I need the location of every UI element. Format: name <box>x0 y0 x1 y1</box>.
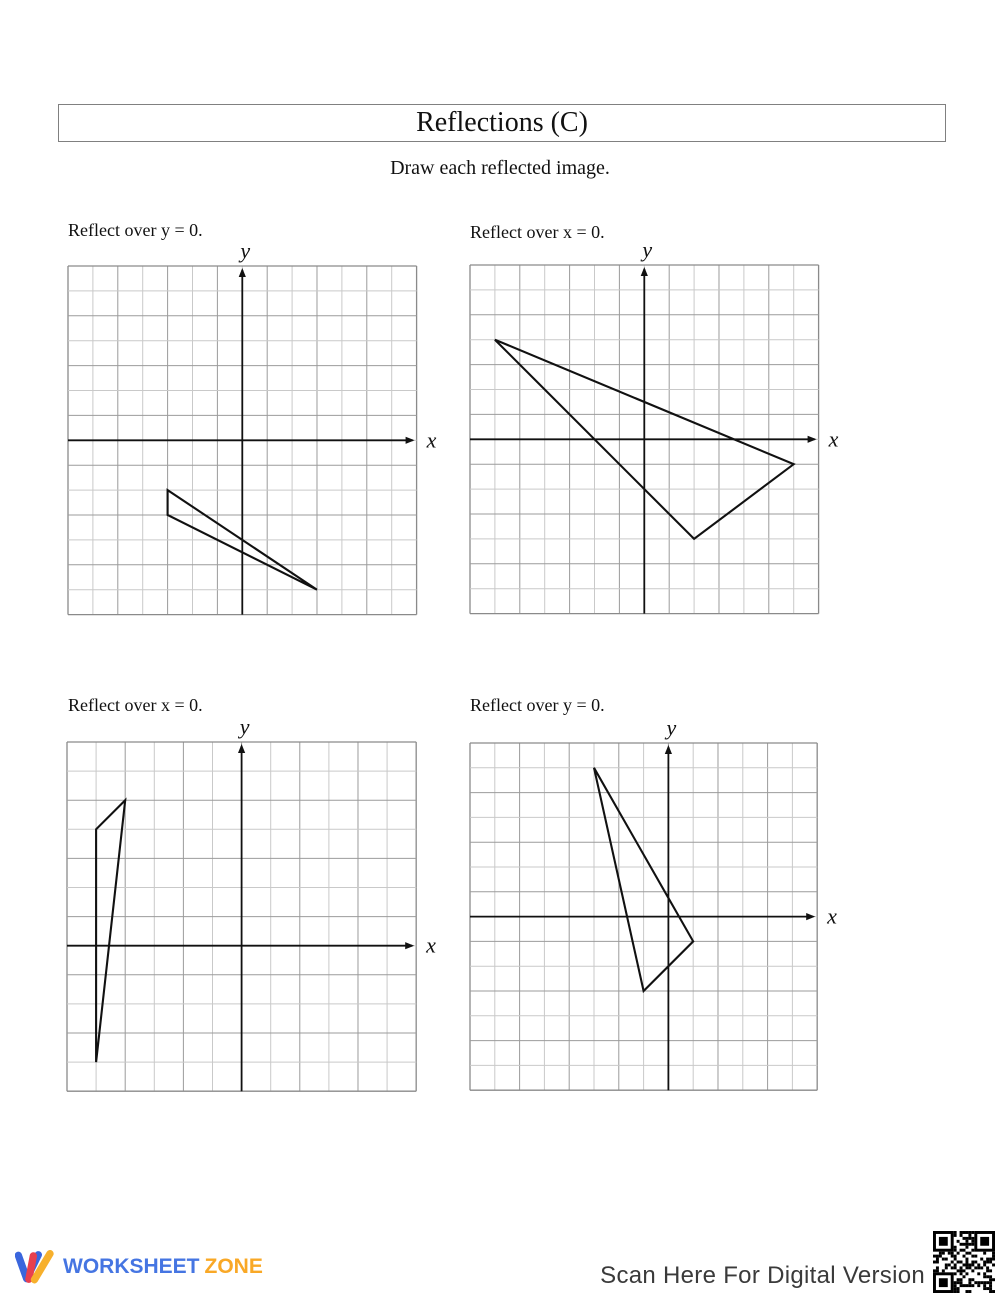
brand-name-zone: ZONE <box>204 1255 263 1278</box>
x-axis <box>67 942 414 949</box>
y-axis-label: y <box>239 713 250 739</box>
x-axis <box>470 913 815 920</box>
y-axis <box>641 267 648 614</box>
y-axis <box>238 744 245 1091</box>
x-axis-label: x <box>426 932 436 958</box>
y-axis-label: y <box>240 237 251 263</box>
instruction-label-3: Reflect over x = 0. <box>68 695 203 715</box>
y-axis <box>665 745 672 1090</box>
instruction-label-4: Reflect over y = 0. <box>470 695 605 715</box>
scan-here-text: Scan Here For Digital Version <box>600 1262 925 1289</box>
brand-name-worksheet: WORKSHEET <box>63 1255 200 1278</box>
y-axis <box>239 268 246 615</box>
x-axis-label: x <box>828 426 839 452</box>
triangle-shape <box>96 800 125 1062</box>
title-box <box>58 104 946 142</box>
y-axis-label: y <box>642 236 653 262</box>
brand-logo <box>15 1250 263 1284</box>
y-axis-label: y <box>666 714 677 740</box>
x-axis-label: x <box>426 427 437 453</box>
page-title: Reflections (C) <box>416 107 588 138</box>
x-axis <box>470 436 817 443</box>
coordinate-grid-2 <box>454 227 877 626</box>
x-axis <box>68 437 415 444</box>
x-axis-label: x <box>827 903 837 929</box>
instruction-label-1: Reflect over y = 0. <box>68 220 203 240</box>
coordinate-grid-3 <box>51 704 474 1103</box>
instruction-label-2: Reflect over x = 0. <box>470 222 605 242</box>
subtitle: Draw each reflected image. <box>390 157 610 179</box>
coordinate-grid-1 <box>52 228 475 627</box>
qr-code <box>933 1231 995 1293</box>
coordinate-grid-4 <box>454 705 875 1102</box>
brand-logo-mark <box>15 1250 55 1284</box>
